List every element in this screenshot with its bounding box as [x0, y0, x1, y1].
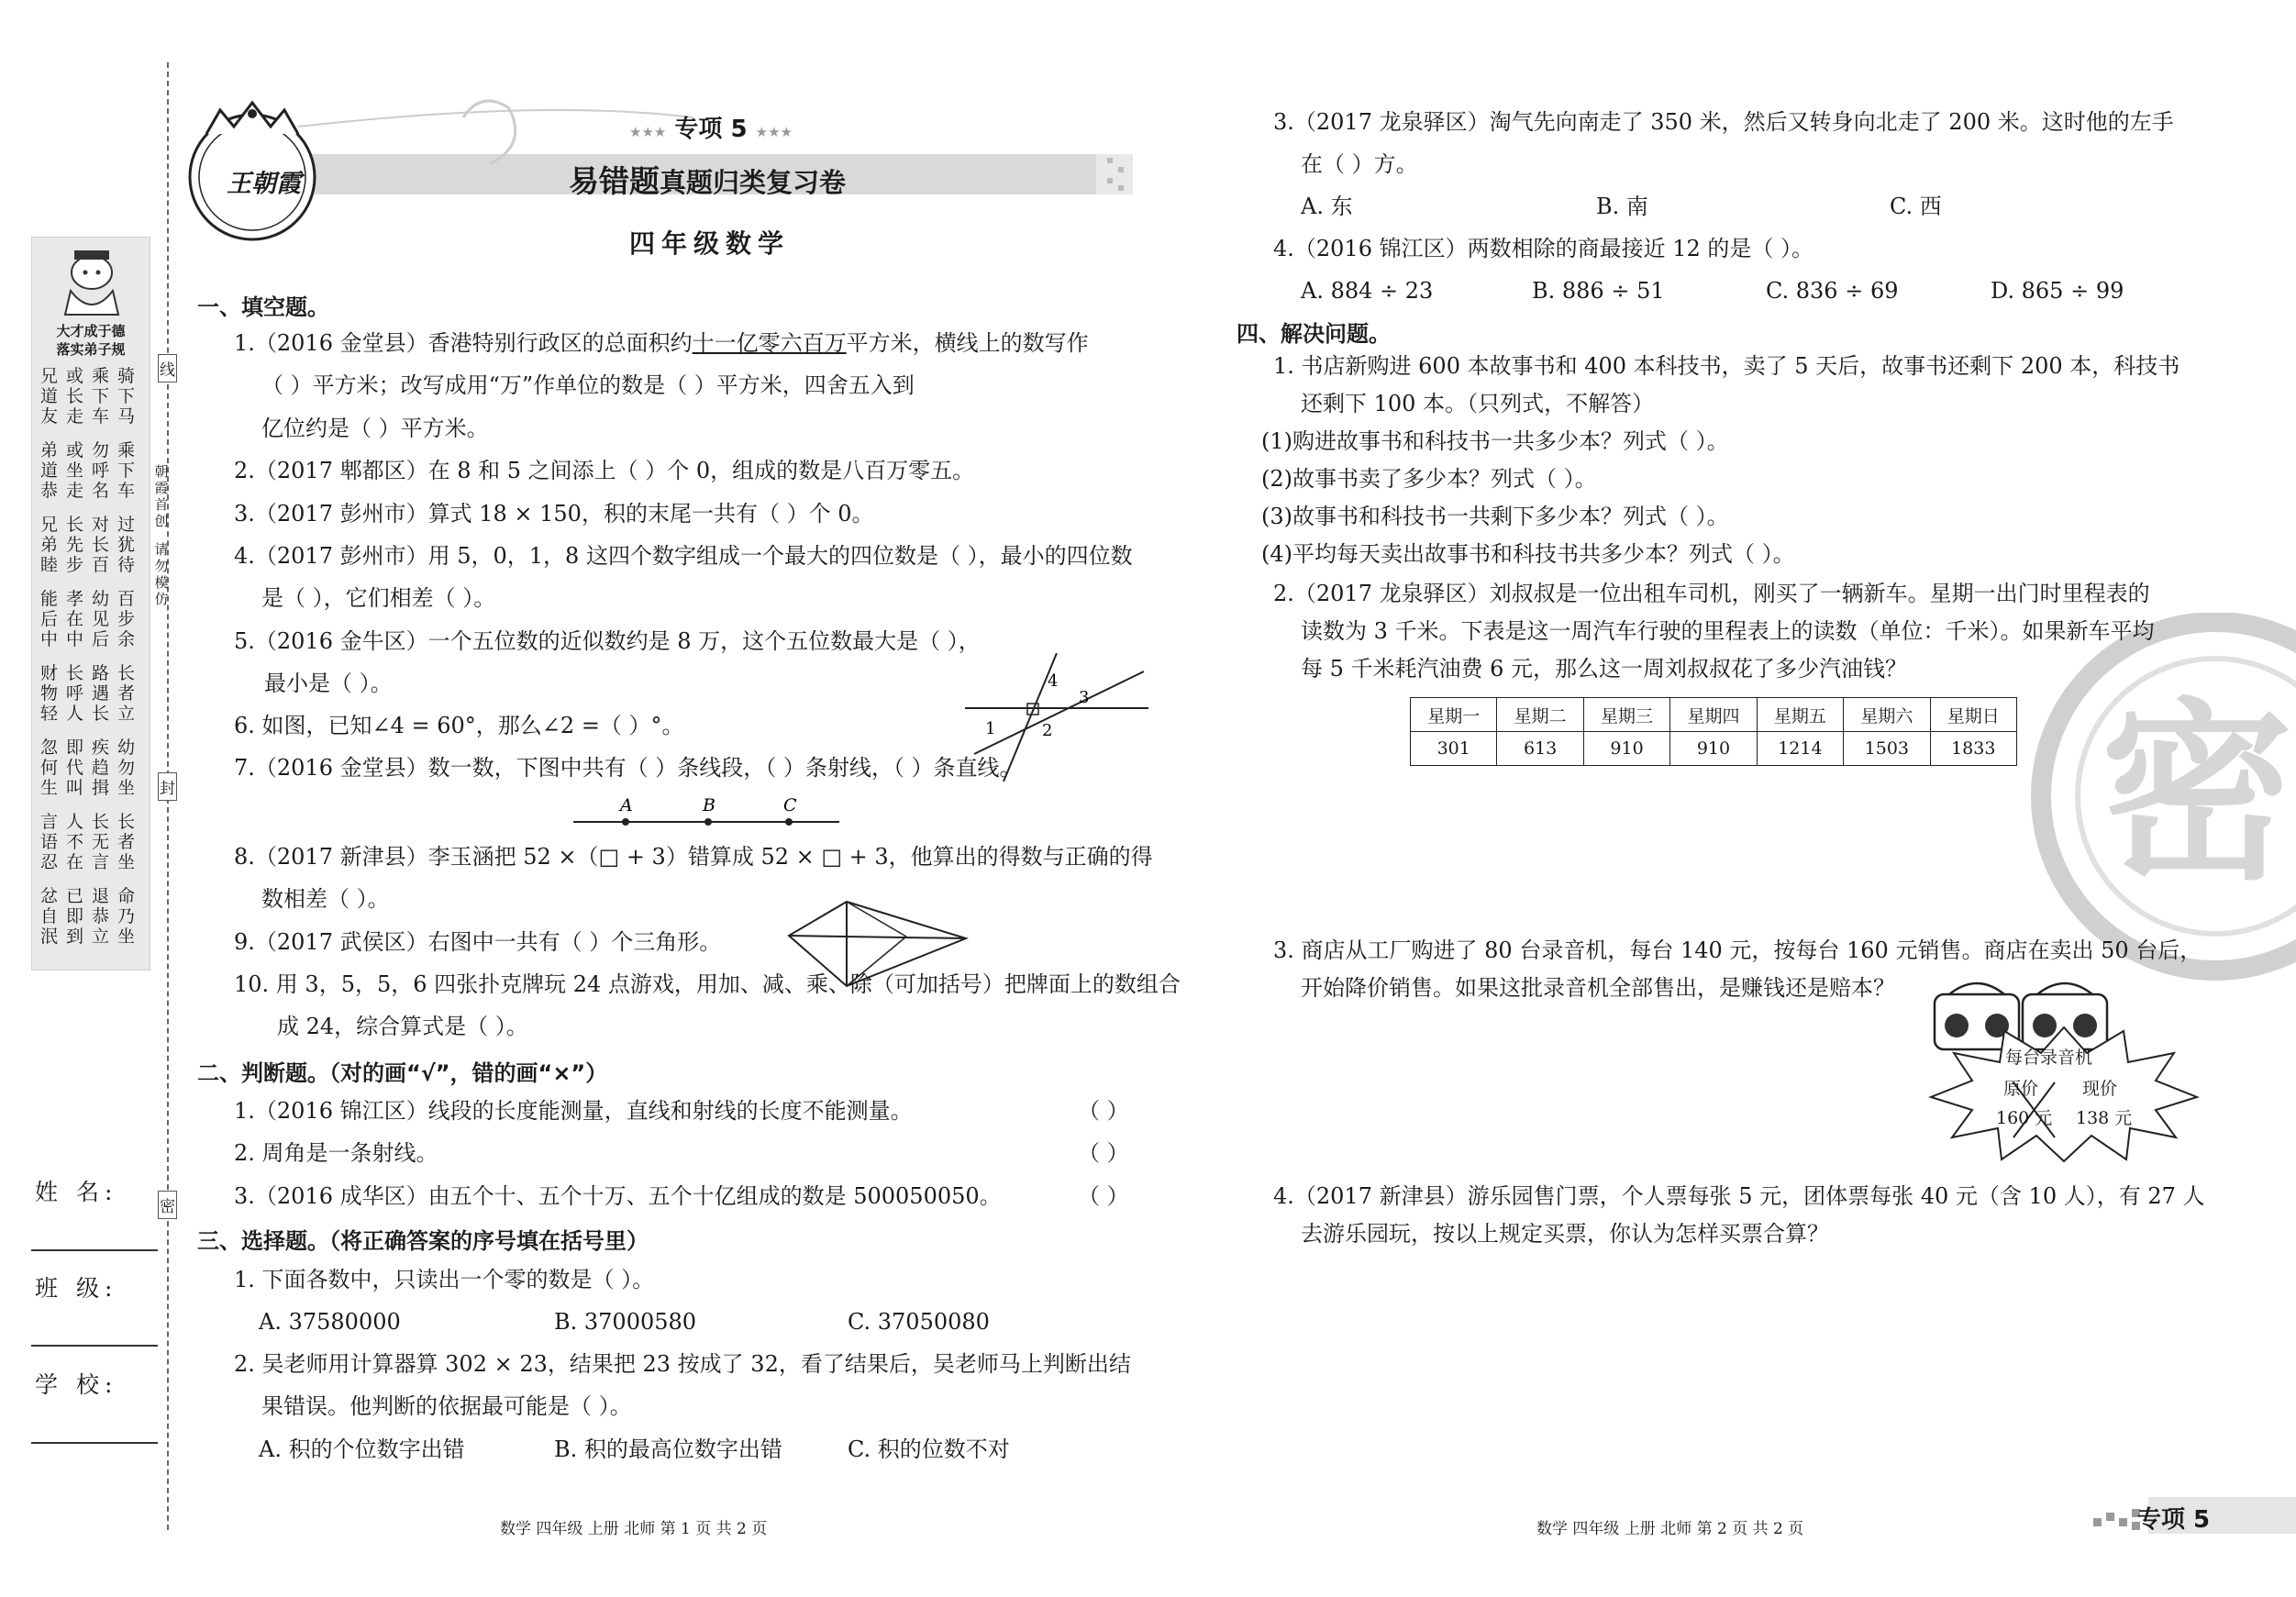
stars-right: ★★★ [755, 124, 793, 140]
q5-line1: 5.（2016 金牛区）一个五位数的近似数约是 8 万，这个五位数最大是（ ）， [234, 628, 981, 654]
rule-column: 即代叫 [65, 738, 83, 798]
rule-column: 乘下车 [116, 440, 135, 501]
rule-column: 人不在 [65, 812, 83, 872]
q1-text-b: 平方米，横线上的数写作 [846, 330, 1089, 356]
rule-column: 长先步 [65, 515, 83, 575]
rule-column: 长者坐 [116, 812, 135, 872]
school-field[interactable] [31, 1442, 158, 1444]
choice-1-opt-a: A. 37580000 [259, 1309, 401, 1335]
table-header-cell: 星期一 [1411, 698, 1497, 732]
q1-line2: （ ）平方米；改写成用“万”作单位的数是（ ）平方米，四舍五入到 [261, 372, 915, 398]
judge-2-answer[interactable]: （ ） [1078, 1140, 1129, 1166]
choice-1-opt-b: B. 37000580 [554, 1309, 697, 1335]
table-cell: 910 [1670, 732, 1757, 766]
table-cell: 613 [1497, 732, 1583, 766]
burst-now-price: 138 元 [2076, 1108, 2133, 1128]
choice-2-opt-b: B. 积的最高位数字出错 [554, 1436, 782, 1462]
rule-column: 或长走 [65, 366, 83, 427]
choice-4-opt-a: A. 884 ÷ 23 [1301, 278, 1434, 304]
choice-4-opt-d: D. 865 ÷ 99 [1991, 278, 2124, 304]
choice-3-opt-a: A. 东 [1301, 194, 1353, 219]
q1-line1 [234, 329, 1089, 357]
problem-3-line2: 开始降价销售。如果这批录音机全部售出，是赚钱还是赔本？ [1301, 975, 1895, 1001]
rule-column: 言语忍 [39, 812, 58, 872]
rule-column: 已即到 [65, 886, 83, 947]
footer-page-1: 数学 四年级 上册 北师 第 1 页 共 2 页 [500, 1520, 768, 1538]
table-cell: 301 [1411, 732, 1497, 766]
rule-column: 弟道恭 [39, 440, 58, 501]
rule-column: 财物轻 [39, 663, 58, 724]
problem-1-line2: 还剩下 100 本。（只列式，不解答） [1301, 391, 1655, 416]
choice-2-opt-a: A. 积的个位数字出错 [259, 1436, 465, 1462]
angle-label-1: 1 [985, 719, 996, 738]
rule-column: 幼勿坐 [116, 738, 135, 798]
rule-column: 幼见后 [91, 589, 109, 649]
rule-column: 长无言 [91, 812, 109, 872]
stars-left: ★★★ [629, 124, 667, 140]
problem-1-sub-3: (3)故事书和科技书一共剩下多少本？列式（ ）。 [1261, 504, 1729, 529]
corner-special-label: 专项 5 [2137, 1506, 2211, 1534]
school-label: 学 校: [35, 1371, 118, 1398]
problem-3-line1: 3. 商店从工厂购进了 80 台录音机，每台 140 元，按每台 160 元销售。商店在卖出 50 台后， [1273, 937, 2202, 963]
seal-character: 密 [2101, 682, 2294, 906]
q10-line2: 成 24，综合算式是（ ）。 [277, 1014, 528, 1039]
table-cell: 910 [1583, 732, 1669, 766]
seal-line-mark: 线 [158, 354, 177, 383]
q4-line1: 4.（2017 彭州市）用 5，0，1，8 这四个数字组成一个最大的四位数是（ ），最小的四位数 [234, 543, 1133, 569]
q8-line1: 8.（2017 新津县）李玉涵把 52 ×（□ + 3）错算成 52 × □ + 3，他算出的得数与正确的得 [234, 844, 1153, 870]
choice-4-opt-b: B. 886 ÷ 51 [1532, 278, 1665, 304]
rule-column: 对长百 [91, 515, 109, 575]
motto-line-1: 大才成于德 [56, 323, 126, 339]
motto-line-2: 落实弟子规 [56, 341, 126, 358]
table-header-cell: 星期三 [1583, 698, 1669, 732]
rule-column: 孝在中 [65, 589, 83, 649]
table-header-cell: 星期六 [1844, 698, 1930, 732]
rule-column: 命乃坐 [116, 886, 135, 947]
problem-1-sub-2: (2)故事书卖了多少本？列式（ ）。 [1261, 466, 1597, 492]
rule-column: 疾趋揖 [91, 738, 109, 798]
side-note-2: 请勿模仿 [154, 541, 169, 607]
table-header-row [1411, 698, 2017, 732]
choice-3-line2: 在（ ）方。 [1301, 151, 1418, 177]
q3: 3.（2017 彭州市）算式 18 × 150，积的末尾一共有（ ）个 0。 [234, 501, 874, 527]
choice-2-line1: 2. 吴老师用计算器算 302 × 23，结果把 23 按成了 32，看了结果后，吴老师马上判断出结 [234, 1351, 1131, 1377]
choice-3-opt-c: C. 西 [1890, 194, 1942, 219]
section-fill-blank: 一、填空题。 [197, 294, 329, 320]
table-header-cell: 星期日 [1930, 698, 2016, 732]
rules-block [36, 366, 148, 962]
problem-1-sub-4: (4)平均每天卖出故事书和科技书共多少本？列式（ ）。 [1261, 541, 1795, 567]
problem-2-line2: 读数为 3 千米。下表是这一周汽车行驶的里程表上的读数（单位：千米）。如果新车平均 [1301, 618, 2155, 644]
problem-2-line1: 2.（2017 龙泉驿区）刘叔叔是一位出租车司机，刚买了一辆新车。星期一出门时里程表的 [1273, 581, 2150, 606]
choice-3-opt-b: B. 南 [1596, 194, 1648, 219]
section-true-false: 二、判断题。（对的画“√”，错的画“×”） [197, 1060, 608, 1086]
judge-2: 2. 周角是一条射线。 [234, 1140, 438, 1166]
class-label: 班 级: [35, 1275, 118, 1302]
title-bold: 易错题 [569, 163, 660, 199]
rule-column: 乘下车 [91, 366, 109, 427]
section-solve: 四、解决问题。 [1237, 321, 1391, 347]
title-rest: 真题归类复习卷 [660, 167, 847, 198]
q2: 2.（2017 郫都区）在 8 和 5 之间添上（ ）个 0，组成的数是八百万零五。 [234, 458, 975, 483]
page-title [569, 158, 846, 201]
problem-2-line3: 每 5 千米耗汽油费 6 元，那么这一周刘叔叔花了多少汽油钱？ [1301, 656, 1908, 682]
point-c-label: C [783, 795, 797, 815]
section-choice: 三、选择题。（将正确答案的序号填在括号里） [197, 1228, 649, 1254]
rule-column: 或坐走 [65, 440, 83, 501]
angle-label-4: 4 [1048, 671, 1059, 691]
q1-underlined: 十一亿零六百万 [692, 330, 847, 356]
angle-label-2: 2 [1042, 721, 1053, 740]
rule-column: 忽何生 [39, 738, 58, 798]
choice-2-line2: 果错误。他判断的依据最可能是（ ）。 [261, 1393, 632, 1419]
class-field[interactable] [31, 1345, 158, 1347]
table-header-cell: 星期二 [1497, 698, 1583, 732]
rule-column: 退恭立 [91, 886, 109, 947]
problem-4-line1: 4.（2017 新津县）游乐园售门票，个人票每张 5 元，团体票每张 40 元（含 10 人），有 27 人 [1273, 1183, 2205, 1209]
point-a-label: A [620, 795, 633, 815]
choice-1-opt-c: C. 37050080 [848, 1309, 990, 1335]
name-label: 姓 名: [35, 1179, 118, 1205]
rule-column: 路遇长 [91, 663, 109, 724]
burst-original-label: 原价 [2003, 1079, 2039, 1099]
footer-page-2: 数学 四年级 上册 北师 第 2 页 共 2 页 [1536, 1520, 1804, 1538]
judge-3-answer[interactable]: （ ） [1078, 1183, 1129, 1209]
rule-column: 兄道友 [39, 366, 58, 427]
table-row [1411, 732, 2017, 766]
q7: 7.（2016 金堂县）数一数，下图中共有（ ）条线段，（ ）条射线，（ ）条直线。 [234, 755, 1022, 781]
q6: 6. 如图，已知∠4 = 60°，那么∠2 =（ ）°。 [234, 713, 684, 738]
rule-column: 忿自泯 [39, 886, 58, 947]
brand-logo: 王朝霞 [227, 170, 301, 198]
burst-now-label: 现价 [2082, 1079, 2118, 1099]
rule-column: 过犹待 [116, 515, 135, 575]
rule-column: 能后中 [39, 589, 58, 649]
q1-text-a: 1.（2016 金堂县）香港特别行政区的总面积约 [234, 330, 693, 356]
choice-2-opt-c: C. 积的位数不对 [848, 1436, 1010, 1462]
rule-column: 百步余 [116, 589, 135, 649]
choice-4: 4.（2016 锦江区）两数相除的商最接近 12 的是（ ）。 [1273, 236, 1814, 261]
angle-label-3: 3 [1079, 688, 1090, 707]
problem-1-sub-1: (1)购进故事书和科技书一共多少本？列式（ ）。 [1261, 428, 1729, 454]
table-cell: 1503 [1844, 732, 1930, 766]
page-subtitle: 四年级数学 [629, 228, 791, 259]
table-header-cell: 星期五 [1757, 698, 1843, 732]
judge-1: 1.（2016 锦江区）线段的长度能测量，直线和射线的长度不能测量。 [234, 1098, 913, 1124]
burst-title: 每台录音机 [2005, 1048, 2093, 1068]
table-cell: 1214 [1757, 732, 1843, 766]
scholar-figure-icon [50, 245, 133, 316]
table-header-cell: 星期四 [1670, 698, 1757, 732]
seal-secret-mark: 密 [158, 1191, 177, 1219]
seal-seal-mark: 封 [158, 772, 177, 801]
rule-column: 长呼人 [65, 663, 83, 724]
seal-watermark [2018, 613, 2296, 983]
q9: 9.（2017 武侯区）右图中一共有（ ）个三角形。 [234, 929, 722, 955]
q4-line2: 是（ ），它们相差（ ）。 [261, 585, 496, 611]
burst-original-price: 160 元 [1996, 1108, 2053, 1128]
choice-3-line1: 3.（2017 龙泉驿区）淘气先向南走了 350 米，然后又转身向北走了 200 米。这时他的左手 [1273, 109, 2174, 135]
rule-column: 长者立 [116, 663, 135, 724]
judge-1-answer[interactable]: （ ） [1078, 1098, 1129, 1124]
q8-line2: 数相差（ ）。 [261, 886, 390, 912]
rule-column: 兄弟睦 [39, 515, 58, 575]
table-cell: 1833 [1930, 732, 2016, 766]
point-b-label: B [703, 795, 715, 815]
rule-column: 骑下马 [116, 366, 135, 427]
problem-1-line1: 1. 书店新购进 600 本故事书和 400 本科技书，卖了 5 天后，故事书还剩下 200 本，科技书 [1273, 353, 2180, 379]
q5-line2: 最小是（ ）。 [264, 671, 393, 696]
margin-strip [31, 237, 150, 970]
q1-line3: 亿位约是（ ）平方米。 [261, 416, 489, 441]
special-number: 专项 5 [674, 116, 748, 143]
special-label [629, 110, 793, 144]
odometer-table [1410, 697, 2017, 766]
rule-column: 勿呼名 [91, 440, 109, 501]
problem-4-line2: 去游乐园玩，按以上规定买票，你认为怎样买票合算？ [1301, 1221, 1829, 1247]
choice-1: 1. 下面各数中，只读出一个零的数是（ ）。 [234, 1267, 655, 1292]
judge-3: 3.（2016 成华区）由五个十、五个十万、五个十亿组成的数是 500050050。 [234, 1183, 1002, 1209]
choice-4-opt-c: C. 836 ÷ 69 [1766, 278, 1899, 304]
line-points-figure [569, 791, 844, 837]
q10-line1: 10. 用 3，5，5，6 四张扑克牌玩 24 点游戏，用加、减、乘、除（可加括号）把牌面上的数组合 [234, 971, 1181, 997]
side-note-1: 朝霞首创 [154, 463, 169, 529]
name-field[interactable] [31, 1249, 158, 1251]
